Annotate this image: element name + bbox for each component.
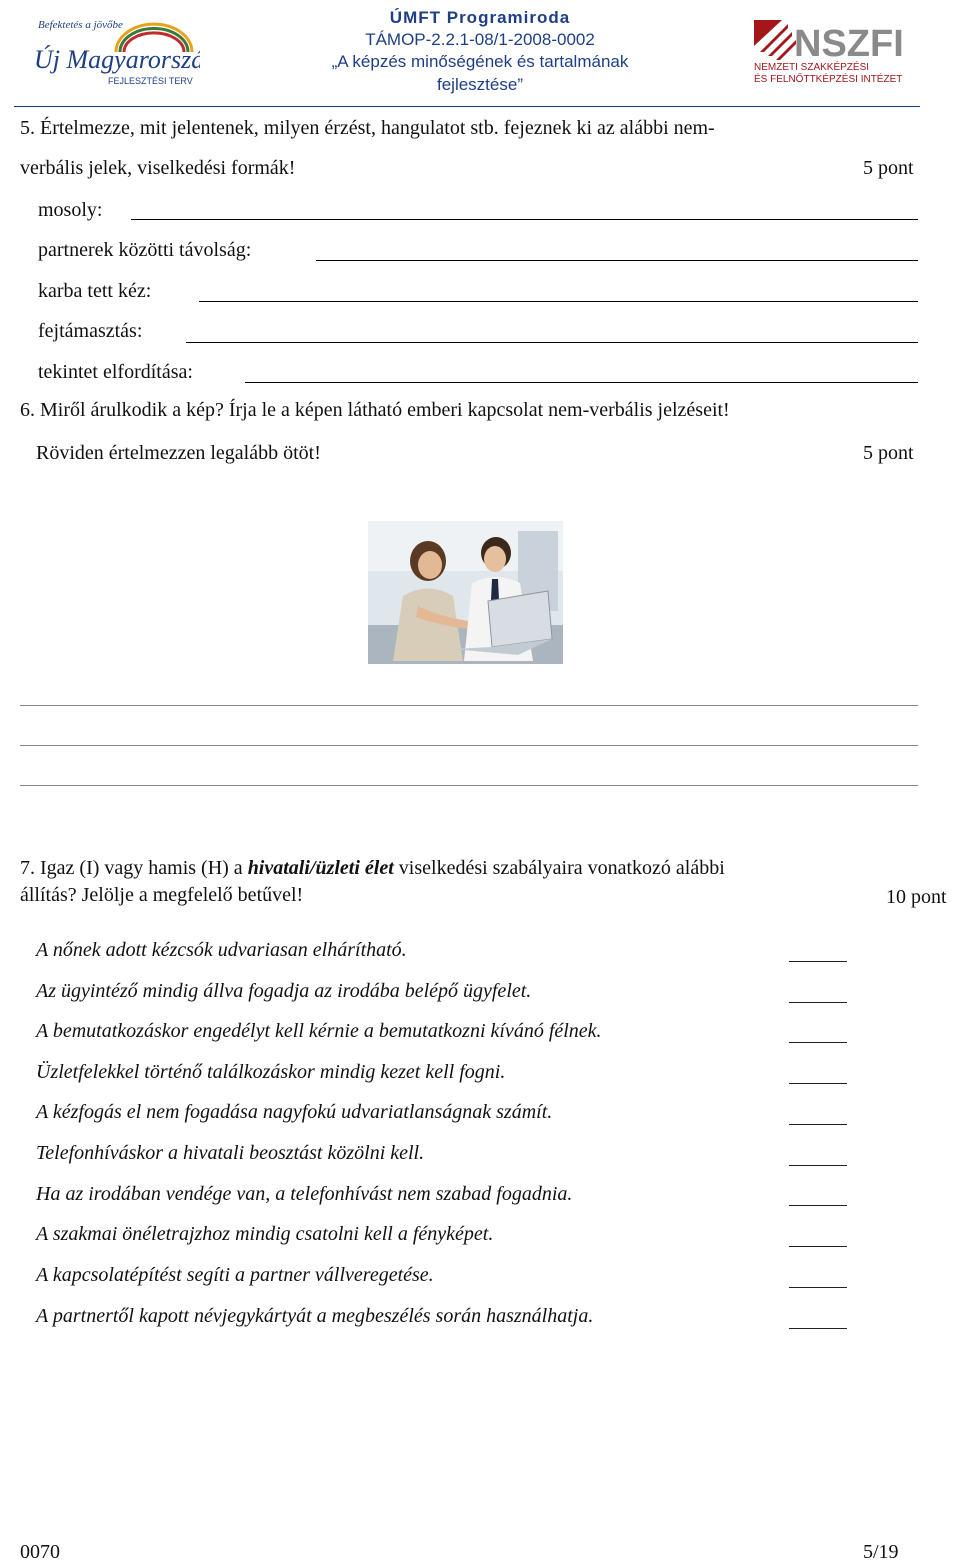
office-meeting-photo (368, 521, 563, 664)
nszfi-name: NSZFI (794, 23, 904, 65)
logo-graphic (30, 14, 200, 90)
q6-answer-line[interactable] (20, 745, 918, 746)
q5-item-label: partnerek közötti távolság: (38, 239, 252, 261)
logo-subtitle: FEJLESZTÉSI TERV (108, 76, 193, 86)
photo-graphic (368, 521, 563, 664)
header-divider (14, 106, 920, 107)
q5-item-label: mosoly: (38, 199, 103, 221)
q7-answer-blank[interactable] (789, 1165, 847, 1166)
q7-answer-blank[interactable] (789, 1328, 847, 1329)
q7-text-post: viselkedési szabályaira vonatkozó alábbi (393, 857, 725, 879)
q7-answer-blank[interactable] (789, 1287, 847, 1288)
logo-tagline: Befektetés a jövőbe (38, 19, 123, 31)
nszfi-sub2: ÉS FELNŐTTKÉPZÉSI INTÉZET (754, 74, 903, 84)
nszfi-logo (752, 16, 920, 84)
q6-points: 5 pont (863, 442, 914, 464)
header-program-office: ÚMFT Programiroda (389, 8, 571, 27)
q7-statement: A bemutatkozáskor engedélyt kell kérnie a bemutatkozni kívánó félnek. (36, 1020, 602, 1042)
q7-statement: A kézfogás el nem fogadása nagyfokú udvariatlanságnak számít. (36, 1101, 553, 1123)
q5-answer-line[interactable] (131, 219, 918, 220)
q7-text-line1 (20, 857, 725, 880)
q5-item-label: tekintet elfordítása: (38, 361, 193, 383)
q7-answer-blank[interactable] (789, 961, 847, 962)
q7-statement: A partnertől kapott névjegykártyát a megbeszélés során használhatja. (36, 1305, 594, 1327)
nszfi-sub1: NEMZETI SZAKKÉPZÉSI (754, 62, 870, 73)
q5-text-line1: 5. Értelmezze, mit jelentenek, milyen érzést, hangulatot stb. fejeznek ki az alábbi nem- (20, 117, 715, 139)
q7-answer-blank[interactable] (789, 1042, 847, 1043)
q5-item-label: fejtámasztás: (38, 320, 143, 342)
q5-answer-line[interactable] (186, 342, 918, 343)
q7-statement: Az ügyintéző mindig állva fogadja az irodába belépő ügyfelet. (36, 980, 532, 1002)
q7-answer-blank[interactable] (789, 1083, 847, 1084)
q7-statement: Telefonhíváskor a hivatali beosztást közölni kell. (36, 1142, 425, 1164)
q7-statement: A kapcsolatépítést segíti a partner vállveregetése. (36, 1264, 434, 1286)
logo-name: Új Magyarország (34, 45, 200, 74)
header-project-title-1: „A képzés minőségének és tartalmának (331, 52, 629, 71)
q7-answer-blank[interactable] (789, 1205, 847, 1206)
q6-answer-line[interactable] (20, 705, 918, 706)
q7-statement: A nőnek adott kézcsók udvariasan elhárítható. (36, 939, 407, 961)
footer-page-number: 5/19 (863, 1541, 899, 1563)
q7-answer-blank[interactable] (789, 1002, 847, 1003)
q5-answer-line[interactable] (316, 260, 918, 261)
q5-answer-line[interactable] (245, 382, 918, 383)
q5-item-label: karba tett kéz: (38, 280, 152, 302)
q6-text-line2: Röviden értelmezzen legalább ötöt! (36, 442, 321, 464)
q7-text-emphasis: hivatali/üzleti élet (247, 857, 394, 879)
uj-magyarorszag-logo (30, 14, 200, 90)
q7-points: 10 pont (886, 886, 947, 908)
q6-text-line1: 6. Miről árulkodik a kép? Írja le a képen látható emberi kapcsolat nem-verbális jelzéseit! (20, 399, 730, 421)
header-project-code: TÁMOP-2.2.1-08/1-2008-0002 (365, 30, 595, 49)
q5-points: 5 pont (863, 157, 914, 179)
q7-statement: Ha az irodában vendége van, a telefonhívást nem szabad fogadnia. (36, 1183, 573, 1205)
q7-answer-blank[interactable] (789, 1246, 847, 1247)
q7-text-line2: állítás? Jelölje a megfelelő betűvel! (20, 884, 304, 906)
footer-code: 0070 (20, 1541, 60, 1563)
q5-text-line2: verbális jelek, viselkedési formák! (20, 157, 296, 179)
header-project-title-2: fejlesztése” (437, 75, 523, 94)
q7-answer-blank[interactable] (789, 1124, 847, 1125)
q6-answer-line[interactable] (20, 785, 918, 786)
nszfi-logo-graphic (752, 16, 920, 84)
q7-statement: A szakmai önéletrajzhoz mindig csatolni kell a fényképet. (36, 1223, 494, 1245)
q7-text-pre: 7. Igaz (I) vagy hamis (H) a (20, 857, 248, 879)
q5-answer-line[interactable] (199, 301, 918, 302)
q7-statement: Üzletfelekkel történő találkozáskor mindig kezet kell fogni. (36, 1061, 506, 1083)
